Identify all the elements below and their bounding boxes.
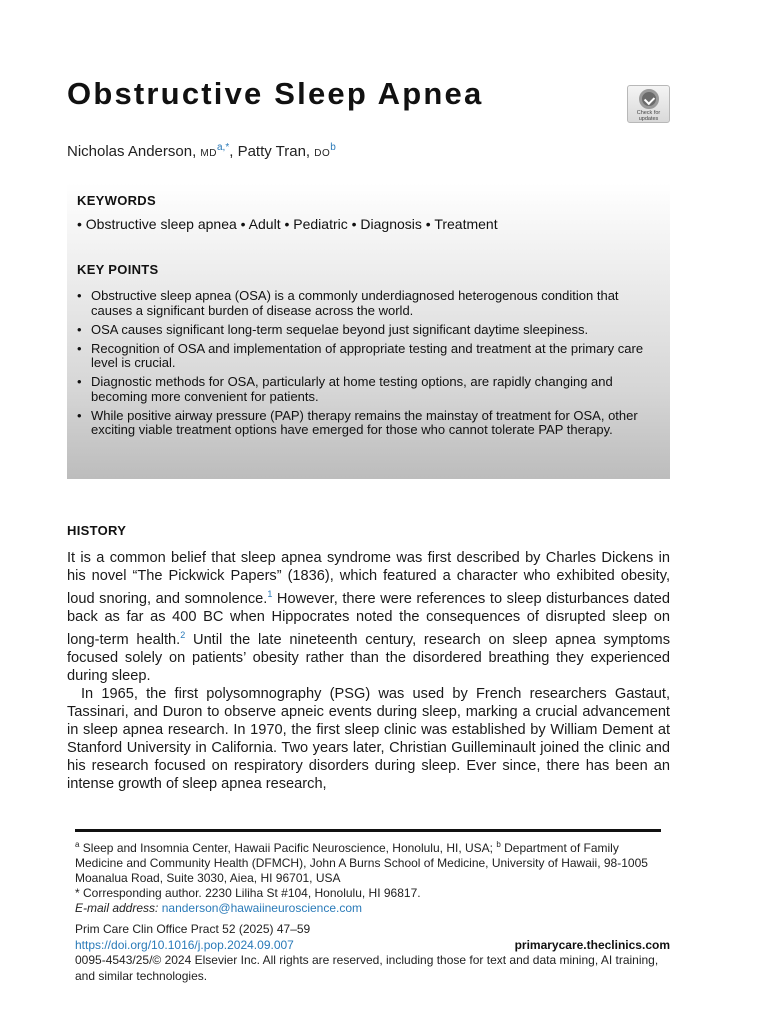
keywords-keypoints-box [67, 183, 670, 479]
paragraph-text: However, there were references to sleep disturbances dated back as far as 400 BC when Hippocrates noted the consequences of disrupted sleep on long-term health. [67, 590, 670, 648]
affiliation-mark: b [496, 840, 501, 849]
author-affiliation-link[interactable]: a,* [216, 142, 230, 153]
copyright: 0095-4543/25/© 2024 Elsevier Inc. All rights are reserved, including those for text and data mining, AI training, and similar technologies. [75, 953, 659, 983]
article-title: Obstructive Sleep Apnea [67, 76, 484, 111]
keywords-list: • Obstructive sleep apnea • Adult • Pediatric • Diagnosis • Treatment [77, 216, 498, 232]
journal-site[interactable]: primarycare.theclinics.com [514, 937, 670, 952]
author-degree: MD [200, 148, 217, 159]
key-points-heading: KEY POINTS [77, 262, 159, 277]
author-name: Patty Tran, [237, 143, 311, 160]
check-updates-label: Check for updates [636, 110, 661, 122]
key-point-item: • Obstructive sleep apnea (OSA) is a commonly underdiagnosed heterogenous condition that causes a significant burden of disease across the world. [77, 289, 655, 318]
history-heading: HISTORY [67, 523, 127, 538]
footnote-divider [75, 829, 661, 832]
citation-block [75, 922, 670, 984]
journal-citation: Prim Care Clin Office Pract 52 (2025) 47–59 [75, 922, 311, 936]
author-list [67, 142, 336, 160]
paragraph-text: Until the late nineteenth century, research on sleep apnea symptoms focused solely on patients’ obesity rather than the disordered breathing they experienced during sleep. [67, 631, 670, 684]
author-name: Nicholas Anderson, [67, 143, 197, 160]
author-separator: , [229, 143, 238, 160]
author-degree: DO [314, 148, 331, 159]
author-affiliation-link[interactable]: b [330, 142, 336, 153]
email-link[interactable]: nanderson@hawaiineuroscience.com [161, 901, 363, 915]
footnotes [75, 837, 665, 916]
history-paragraph-1 [67, 549, 670, 685]
keywords-heading: KEYWORDS [77, 193, 156, 208]
affiliation-text: Department of Family Medicine and Community Health (DFMCH), John A Burns School of Medicine, University of Hawaii, 98-1005 Moanalua Road, Suite 3030, Aiea, HI 96701, USA [75, 841, 648, 885]
affiliation-mark: a [75, 840, 80, 849]
affiliations [75, 837, 665, 886]
affiliation-text: Sleep and Insomnia Center, Hawaii Pacific Neuroscience, Honolulu, HI, USA; [79, 841, 497, 855]
check-updates-icon [639, 89, 659, 109]
corresponding-author: * Corresponding author. 2230 Liliha St #104, Honolulu, HI 96817. [75, 886, 421, 900]
reference-link[interactable]: 1 [267, 589, 273, 599]
paragraph-text: It is a common belief that sleep apnea syndrome was first described by Charles Dickens in his novel “The Pickwick Papers” (1836), which featured a character who exhibited obesity, loud snoring, and somnolence. [67, 550, 670, 607]
check-for-updates-badge[interactable] [627, 85, 670, 123]
key-point-item: • Recognition of OSA and implementation of appropriate testing and treatment at the primary care level is crucial. [77, 342, 655, 371]
email-label: E-mail address: [75, 901, 159, 915]
email-line [75, 901, 665, 916]
doi-link[interactable]: https://doi.org/10.1016/j.pop.2024.09.007 [75, 937, 294, 952]
history-paragraph-2: In 1965, the first polysomnography (PSG) was used by French researchers Gastaut, Tassinari, and Duron to observe apneic events during sleep, marking a crucial advancement in sleep apnea research. In 1970, the first sleep clinic was established by William Dement at Stanford University in California. Two years later, Christian Guilleminault joined the clinic and his research focused on respiratory disorders during sleep. Ever since, there has been an intense growth of sleep apnea research, [67, 685, 670, 792]
reference-link[interactable]: 2 [180, 629, 186, 640]
key-point-item: • Diagnostic methods for OSA, particularly at home testing options, are rapidly changing and becoming more convenient for patients. [77, 375, 655, 404]
key-point-item: • OSA causes significant long-term sequelae beyond just significant daytime sleepiness. [77, 323, 655, 338]
history-body [67, 549, 670, 793]
key-points-list [77, 289, 655, 442]
key-point-item: • While positive airway pressure (PAP) therapy remains the mainstay of treatment for OSA, other exciting viable treatment options have emerged for those who cannot tolerate PAP therapy. [77, 409, 655, 438]
